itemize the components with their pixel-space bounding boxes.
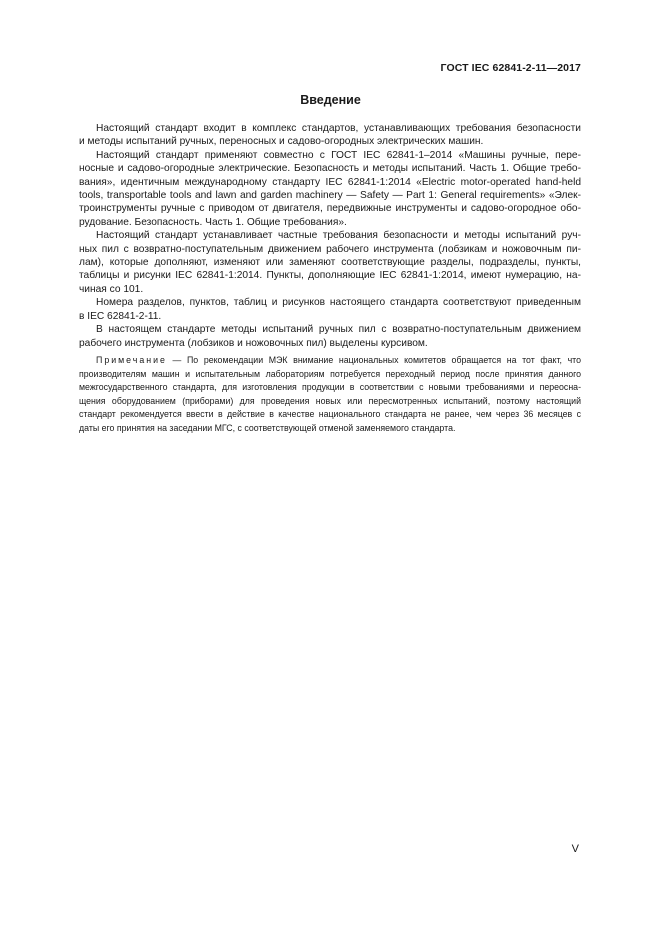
paragraph-line: tools, transportable tools and lawn and garden machinery — Safety — Part 1: General requirements» «Элек- [79,190,581,202]
paragraph-line: лам), которые дополняют, изменяют или заменяют соответствующие разделы, подразделы, пункты, [79,257,581,269]
note-label: Примечание [96,355,167,365]
note-block [79,354,581,436]
paragraph-line: рудование. Безопасность. Часть 1. Общие требования». [79,216,347,228]
paragraph-line: Номера разделов, пунктов, таблиц и рисунков настоящего стандарта соответствуют приведенным [96,297,581,309]
paragraph-line: чиная со 101. [79,283,144,295]
note-text: — По рекомендации МЭК внимание национальных комитетов обращается на тот факт, что [166,355,581,365]
paragraph-line: Настоящий стандарт входит в комплекс стандартов, устанавливающих требования безопасности [96,123,581,134]
note-line: стандарт рекомендуется ввести в действие в качестве национального стандарта не ранее, чем через 36 месяцев с [79,409,581,420]
paragraph-line: вания», идентичным международному стандарту IEC 62841-1:2014 «Electric motor-operated hand-held [79,176,581,188]
introduction-body [79,122,581,350]
note-line [79,354,581,368]
note-line: даты его принятия на заседании МГС, с соответствующей отменой заменяемого стандарта. [79,422,456,433]
section-title: Введение [300,93,361,107]
note-line: производителям машин и испытательным лабораториям потребуется переходный период после принятия данного [79,368,581,379]
note-line: межгосударственного стандарта, для изготовления продукции в соответствии с новыми требованиями и переосна- [79,382,581,393]
paragraph-line: ных пил с возвратно-поступательным движением рабочего инструмента (лобзикам и ножовочным пи- [79,243,581,255]
document-header: ГОСТ IEC 62841-2-11—2017 [440,62,581,74]
paragraph-line: и методы испытаний ручных, переносных и садово-огородных электрических машин. [79,136,484,148]
note-line: щения оборудованием (приборами) для проведения новых или пересмотренных испытаний, поэтому настоящий [79,395,581,406]
paragraph-line: троинструменты ручные с приводом от двигателя, передвижные инструменты и садово-огородное обо- [79,203,581,215]
paragraph-line: носные и садово-огородные электрические. Безопасность и методы испытаний. Часть 1. Общие требо- [79,163,581,175]
paragraph-line: Настоящий стандарт применяют совместно с ГОСТ IEC 62841-1–2014 «Машины ручные, пере- [96,149,581,161]
paragraph-line: в IEC 62841-2-11. [79,310,162,322]
page-number: V [571,843,579,855]
paragraph-line: В настоящем стандарте методы испытаний ручных пил с возвратно-поступательным движением [96,324,581,336]
paragraph-line: Настоящий стандарт устанавливает частные требования безопасности и методы испытаний руч- [96,230,581,242]
paragraph-line: таблицы и рисунки IEC 62841-1:2014. Пункты, дополняющие IEC 62841-1:2014, имеют нумерацию, на- [79,270,581,282]
paragraph-line: рабочего инструмента (лобзиков и ножовочных пил) выделены курсивом. [79,337,428,349]
